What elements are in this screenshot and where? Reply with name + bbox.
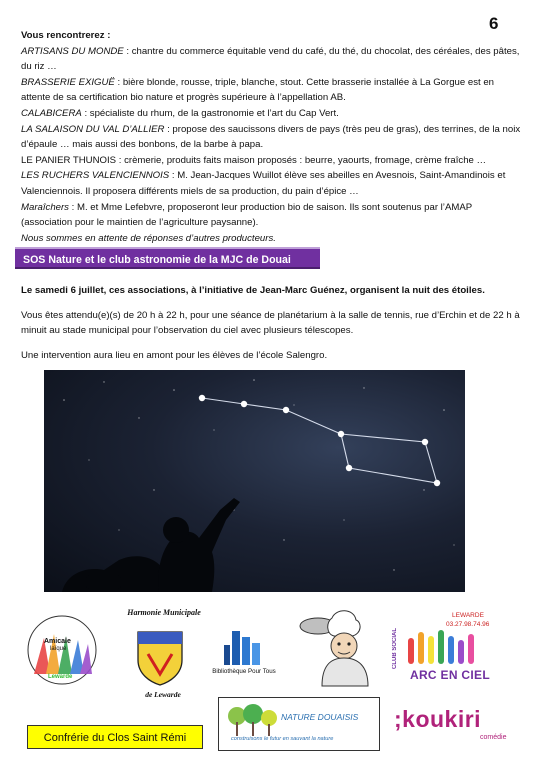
vendor-item [21,200,521,231]
koukiri-name: ;koukiri [394,706,482,732]
lewarde-word: Lewarde [48,674,73,680]
vendor-item [21,106,521,122]
vendors-closing: Nous sommes en attente de réponses d’autres producteurs. [21,232,276,244]
vendor-name: CALABICERA [21,107,82,119]
vendors-section [21,28,521,246]
vendor-name: LE PANIER THUNOIS [21,154,117,166]
vendors-heading: Vous rencontrerez : [21,30,111,41]
harmonie-town: de Lewarde [145,690,181,699]
vendor-text: : bière blonde, rousse, triple, blanche, stout. Cette brasserie installée à La Gorgue est en attente de sa certification bio nature et progrès supérieure à l’appellation AB. [21,76,495,104]
nature-douaisis-logo [218,697,380,751]
harmonie-title: Harmonie Municipale [127,608,201,617]
chef-mascot-logo [292,608,382,688]
confrerie-box: Confrérie du Clos Saint Rémi [27,725,203,749]
silhouettes [62,498,240,592]
event-schedule: Vous êtes attendu(e)(s) de 20 h à 22 h, pour une séance de planétarium à la salle de tennis, rue d’Erchin et de 22 h à minuit au stade municipal pour l’observation du ciel avec plusieurs télescopes. [21,309,520,337]
nature-name: NATURE DOUAISIS [281,712,359,722]
vendor-item [21,168,521,199]
vendor-item [21,122,521,153]
vendor-name: BRASSERIE EXIGUË [21,76,115,88]
vendor-item [21,44,521,75]
page-number: 6 [489,14,499,33]
event-school-note: Une intervention aura lieu en amont pour les élèves de l’école Salengro. [21,349,328,361]
section-banner: SOS Nature et le club astronomie de la MJC de Douai [15,247,320,269]
event-section [21,283,521,363]
vendor-text: : M. Jean-Jacques Wuillot élève ses abeilles en Avesnois, Saint-Amandinois et Valenciennois. Il proposera différents miels de sa production, du pain d’épice … [21,170,506,197]
arc-town: LEWARDE [452,612,484,619]
vendor-text: : crèmerie, produits faits maison proposés : beurre, yaourts, fromage, crème fraîche … [116,154,487,166]
night-sky-photo [44,370,465,592]
harmonie-municipale-logo [120,608,204,706]
vendor-name: LA SALAISON DU VAL D’ALLIER [21,123,165,135]
vendor-text: : spécialiste du rhum, de la gastronomie et l’art du Cap Vert. [81,107,339,119]
vendor-name: Maraîchers [21,201,69,213]
vendor-name: ARTISANS DU MONDE [21,45,124,57]
vendor-item [21,75,521,106]
bibliotheque-logo [206,629,282,679]
vendor-item [21,153,521,169]
vendor-text: : M. et Mme Lefebvre, proposeront leur production bio de saison. Ils sont soutenus par l’AMAP (association pour le maintien de l’agriculture paysanne). [21,201,472,229]
amicale-laique-logo [14,614,110,686]
amicale-word: Amicale [44,638,71,645]
arc-phone: 03.27.98.74.96 [446,621,490,628]
arc-name: ARC EN CIEL [410,668,490,682]
nature-tagline: construisons le futur en sauvant la nature [231,736,334,742]
vendor-name: LES RUCHERS VALENCIENNOIS [21,170,170,182]
bibliotheque-name: Bibliothèque Pour Tous [212,668,276,675]
laique-word: laïque [50,646,67,652]
arc-side-label: CLUB SOCIAL [392,628,398,669]
arc-en-ciel-logo [392,612,504,688]
vendor-text: : propose des saucissons divers de pays (très peu de gras), des terrines, de la noix d’épaule … mais aussi des bonbons, de la barbe à papa. [21,123,521,151]
koukiri-sub: comédie [480,734,507,741]
koukiri-logo [394,706,514,748]
vendor-text: : chantre du commerce équitable vend du café, du thé, du chocolat, des céréales, des pâtes, du riz … [21,45,520,73]
event-lead: Le samedi 6 juillet, ces associations, à l’initiative de Jean-Marc Guénez, organisent la nuit des étoiles. [21,285,485,296]
